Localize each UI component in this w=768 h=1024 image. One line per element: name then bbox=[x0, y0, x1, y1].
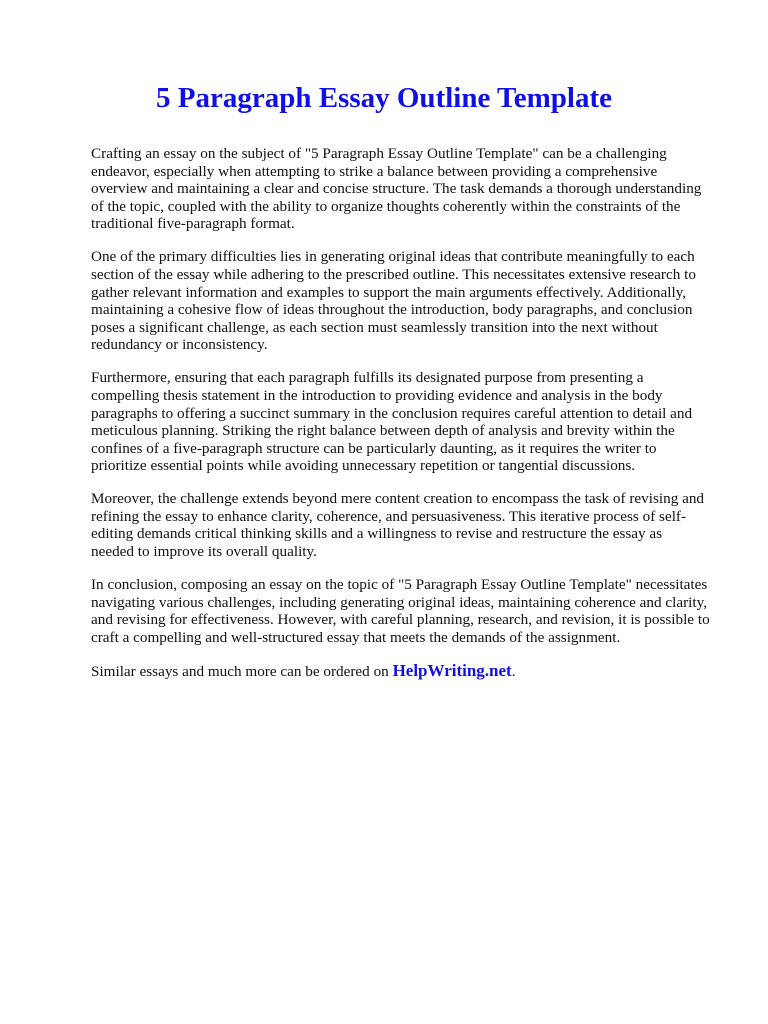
closing-prefix: Similar essays and much more can be ordered on bbox=[91, 662, 393, 680]
paragraph-1: Crafting an essay on the subject of "5 Paragraph Essay Outline Template" can be a challenging endeavor, especially when attempting to strike a balance between providing a comprehensive overview and maintaining a clear and concise structure. The task demands a thorough understanding of the topic, coupled with the ability to organize thoughts coherently within the constraints of the traditional five-paragraph format. bbox=[91, 145, 702, 233]
document-body bbox=[91, 145, 731, 696]
closing-line bbox=[91, 662, 731, 681]
helpwriting-link[interactable]: HelpWriting.net bbox=[392, 660, 512, 680]
document-title: 5 Paragraph Essay Outline Template bbox=[156, 82, 612, 114]
paragraph-3: Furthermore, ensuring that each paragraph fulfills its designated purpose from presenting a compelling thesis statement in the introduction to providing evidence and analysis in the body paragraphs to offering a succinct summary in the conclusion requires careful attention to detail and meticulous planning. Striking the right balance between depth of analysis and brevity within the confines of a five-paragraph structure can be particularly daunting, as it requires the writer to prioritize essential points while avoiding unnecessary repetition or tangential discussions. bbox=[91, 369, 693, 475]
paragraph-5: In conclusion, composing an essay on the topic of "5 Paragraph Essay Outline Template" necessitates navigating various challenges, including generating original ideas, maintaining coherence and clarity, and revising for effectiveness. However, with careful planning, research, and revision, it is possible to craft a compelling and well-structured essay that meets the demands of the assignment. bbox=[91, 576, 710, 646]
paragraph-2: One of the primary difficulties lies in generating original ideas that contribute meaningfully to each section of the essay while adhering to the prescribed outline. This necessitates extensive research to gather relevant information and examples to support the main arguments effectively. Additionally, maintaining a cohesive flow of ideas throughout the introduction, body paragraphs, and conclusion poses a significant challenge, as each section must seamlessly transition into the next without redundancy or inconsistency. bbox=[91, 248, 696, 354]
paragraph-4: Moreover, the challenge extends beyond mere content creation to encompass the task of revising and refining the essay to enhance clarity, coherence, and persuasiveness. This iterative process of self- editing demands critical thinking skills and a willingness to revise and restructure the essay as needed to improve its overall quality. bbox=[91, 490, 705, 561]
closing-suffix: . bbox=[511, 662, 516, 680]
